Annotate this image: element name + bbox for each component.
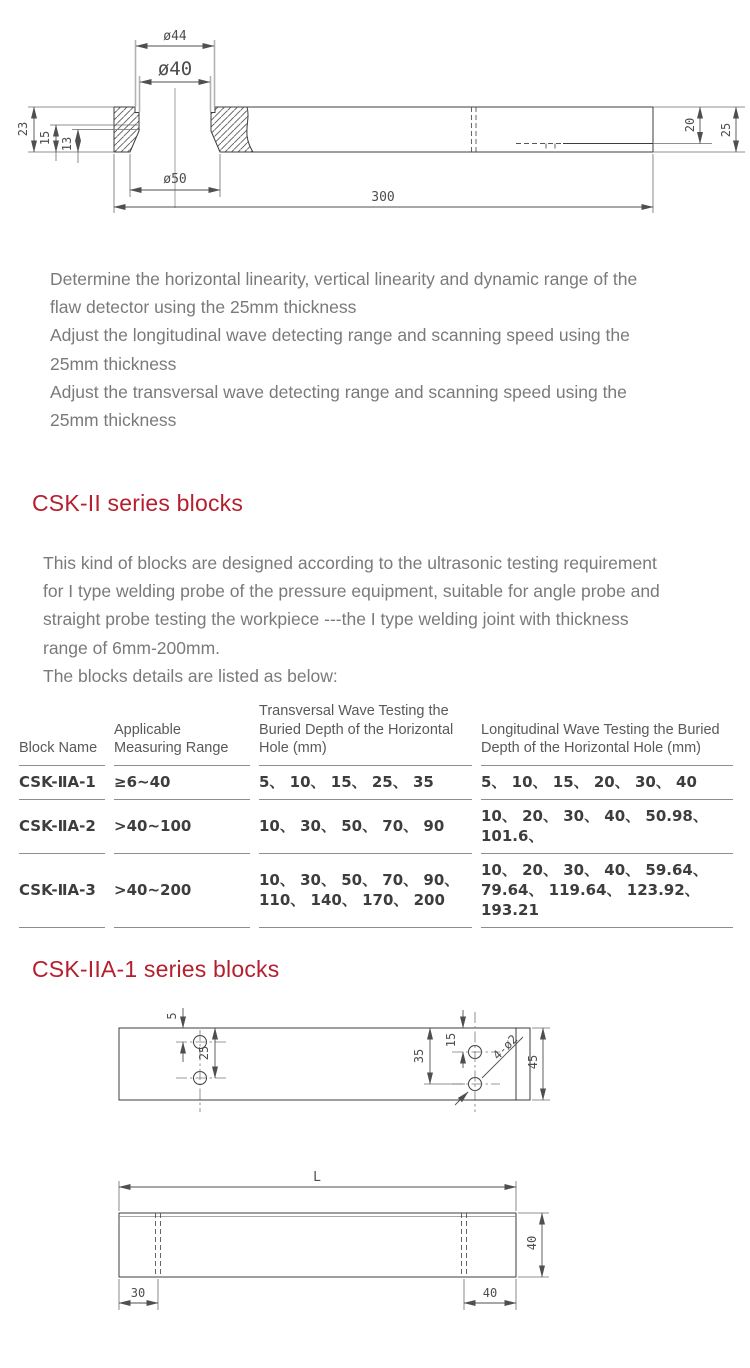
cell-block-name: CSK-ⅡA-2 <box>19 800 105 854</box>
cell-block-name: CSK-ⅡA-1 <box>19 766 105 800</box>
plate-outline <box>119 1028 530 1100</box>
text-line: 25mm thickness <box>50 410 177 431</box>
dim-label-23: 23 <box>16 121 30 137</box>
table-header-row <box>19 702 733 766</box>
cell-transversal: 10、 30、 50、 70、 90 <box>259 800 472 854</box>
section-heading-csk2: CSK-II series blocks <box>32 490 244 516</box>
dim-label-20: 20 <box>683 117 697 133</box>
dim-label-15: 15 <box>38 130 52 146</box>
dim-label-25: 25 <box>719 122 733 138</box>
text-line: range of 6mm-200mm. <box>43 637 221 658</box>
dim-label-30: 30 <box>130 1286 146 1300</box>
dim-label-d50: ø50 <box>163 172 187 187</box>
dim-label-15-offset: 15 <box>444 1032 458 1048</box>
bar-outline <box>119 1213 516 1277</box>
cell-longitudinal: 5、 10、 15、 20、 30、 40 <box>481 766 733 800</box>
dim-label-d40: ø40 <box>157 58 193 80</box>
dim-label-25-spacing: 25 <box>197 1045 211 1061</box>
col-header-transversal: Transversal Wave Testing the Buried Depth of the Horizontal Hole (mm) <box>259 702 472 766</box>
col-header-block-name: Block Name <box>19 702 105 766</box>
cell-transversal: 10、 30、 50、 70、 90、 110、 140、 170、 200 <box>259 854 472 928</box>
blocks-spec-table <box>10 702 742 928</box>
dim-label-35: 35 <box>412 1048 426 1064</box>
dim-label-L: L <box>313 1170 321 1185</box>
section-view-drawing <box>16 29 745 213</box>
text-line: Determine the horizontal linearity, vertical linearity and dynamic range of the <box>50 269 638 289</box>
text-line: Adjust the transversal wave detecting range and scanning speed using the <box>50 381 627 402</box>
text-line: flaw detector using the 25mm thickness <box>50 297 357 318</box>
dim-label-40-height: 40 <box>525 1235 539 1251</box>
table-row <box>19 766 733 800</box>
dim-label-5: 5 <box>165 1012 179 1020</box>
block-outline <box>247 107 653 152</box>
section-heading-csk2a1: CSK-IIA-1 series blocks <box>32 956 280 982</box>
col-header-longitudinal: Longitudinal Wave Testing the Buried Depth of the Horizontal Hole (mm) <box>481 702 733 766</box>
text-line: for I type welding probe of the pressure equipment, suitable for angle probe and <box>43 581 660 602</box>
text-line: The blocks details are listed as below: <box>43 665 338 686</box>
text-line: This kind of blocks are designed according to the ultrasonic testing requirement <box>43 553 657 573</box>
elevation-view-drawing <box>119 1170 549 1310</box>
cell-longitudinal: 10、 20、 30、 40、 50.98、 101.6、 <box>481 800 733 854</box>
text-line: straight probe testing the workpiece ---the I type welding joint with thickness <box>43 609 629 630</box>
col-header-measuring-range: Applicable Measuring Range <box>114 702 250 766</box>
dim-label-40-offset: 40 <box>482 1286 498 1300</box>
table-row <box>19 800 733 854</box>
dim-label-300: 300 <box>371 190 395 205</box>
plan-view-drawing <box>119 1008 550 1112</box>
intro-paragraph <box>50 265 637 434</box>
hatched-wall-right <box>211 107 253 152</box>
cell-block-name: CSK-ⅡA-3 <box>19 854 105 928</box>
dim-label-13: 13 <box>60 136 74 152</box>
cell-range: >40~200 <box>114 854 250 928</box>
cell-range: >40~100 <box>114 800 250 854</box>
text-line: 25mm thickness <box>50 353 177 374</box>
cell-transversal: 5、 10、 15、 25、 35 <box>259 766 472 800</box>
dim-label-d44: ø44 <box>163 29 187 44</box>
series-description-paragraph <box>43 549 660 690</box>
dim-label-4-d2: 4-ø2 <box>490 1032 521 1063</box>
cell-longitudinal: 10、 20、 30、 40、 59.64、 79.64、 119.64、 123.92、 193.21 <box>481 854 733 928</box>
text-line: Adjust the longitudinal wave detecting range and scanning speed using the <box>50 325 630 346</box>
dim-label-45: 45 <box>526 1054 540 1070</box>
cell-range: ≥6~40 <box>114 766 250 800</box>
table-row <box>19 854 733 928</box>
